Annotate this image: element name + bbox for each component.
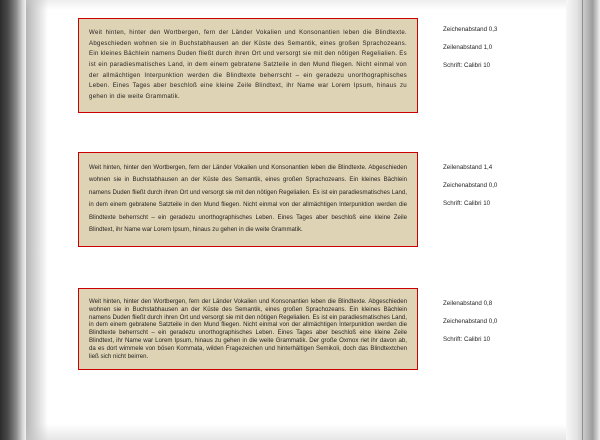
annotation-label: Zeichenabstand 0,3 <box>443 26 498 33</box>
annotation-label: Zeilenabstand 1,0 <box>443 44 493 51</box>
text-block-1-body: Weit hinten, hinter den Wortbergen, fern der Länder Vokalien und Konsonantien leben die Blindtexte. Abgeschieden wohnen sie in Buchstabhausen an der Küste des Semantik, eines großen Sprachozeans. Ein kleines Bächlein namens Duden fließt durch ihren Ort und versorgt sie mit den nötigen Regelialien. Es ist ein paradiesmatisches Land, in dem einem gebratene Satzteile in den Mund fliegen. Nicht einmal von der allmächtigen Interpunktion werden die Blindtexte beherrscht – ein geradezu unorthographisches Leben. Eines Tages aber beschloß eine kleine Zeile Blindtext, ihr Name war Lorem Ipsum, hinaus zu gehen in die weite Grammatik. <box>89 29 407 100</box>
annotation-label: Zeichenabstand 0,0 <box>443 182 498 189</box>
annotation-group-1 <box>443 26 583 80</box>
annotation-group-3 <box>443 300 583 354</box>
annotation-group-2 <box>443 164 583 218</box>
annotation-label: Schrift: Calibri 10 <box>443 62 491 69</box>
text-block-2 <box>78 152 418 247</box>
page-bottom-shading <box>26 424 566 440</box>
annotation-label: Schrift: Calibri 10 <box>443 336 491 343</box>
text-block-3-body: Weit hinten, hinter den Wortbergen, fern der Länder Vokalien und Konsonantien leben die Blindtexte. Abgeschieden wohnen sie in Buchstabhausen an der Küste des Semantik, eines großen Sprachozeans. Ein kleines Bächlein namens Duden fließt durch ihren Ort und versorgt sie mit den nötigen Regelialien. Es ist ein paradiesmatisches Land, in dem einem gebratene Satzteile in den Mund fliegen. Nicht einmal von der allmächtigen Interpunktion werden die Blindtexte beherrscht – ein geradezu unorthographisches Leben. Eines Tages aber beschloß eine kleine Zeile Blindtext, ihr Name war Lorem Ipsum, hinaus zu gehen in die weite Grammatik. Der große Oxmox riet ihr davon ab, da es dort wimmele von bösen Kommata, wilden Fragezeichen und hinterhältigen Semikoli, doch das Blindtextchen ließ sich nicht beirren. <box>89 298 407 360</box>
book-spine-gutter <box>566 0 600 440</box>
annotation-label: Zeichenabstand 0,0 <box>443 318 498 325</box>
gutter-fold-line <box>582 0 583 440</box>
page-top-shading <box>26 0 566 10</box>
text-block-3 <box>78 288 418 370</box>
annotation-label: Zeilenabstand 0,8 <box>443 300 493 307</box>
text-block-2-body: Weit hinten, hinter den Wortbergen, fern der Länder Vokalien und Konsonantien leben die Blindtexte. Abgeschieden wohnen sie in Buchstabhausen an der Küste des Semantik, eines großen Sprachozeans. Ein kleines Bächlein namens Duden fließt durch ihren Ort und versorgt sie mit den nötigen Regelialien. Es ist ein paradiesmatisches Land, in dem einem gebratene Satzteile in den Mund fliegen. Nicht einmal von der allmächtigen Interpunktion werden die Blindtexte beherrscht – ein geradezu unorthographisches Leben. Eines Tages aber beschloß eine kleine Zeile Blindtext, ihr Name war Lorem Ipsum, hinaus zu gehen in die weite Grammatik. <box>89 164 407 234</box>
annotation-label: Schrift: Calibri 10 <box>443 200 491 207</box>
page-content <box>48 0 566 440</box>
text-block-1 <box>78 18 418 113</box>
book-left-edge-shadow <box>26 0 48 440</box>
annotation-label: Zeilenabstand 1,4 <box>443 164 493 171</box>
book-left-edge <box>0 0 26 440</box>
